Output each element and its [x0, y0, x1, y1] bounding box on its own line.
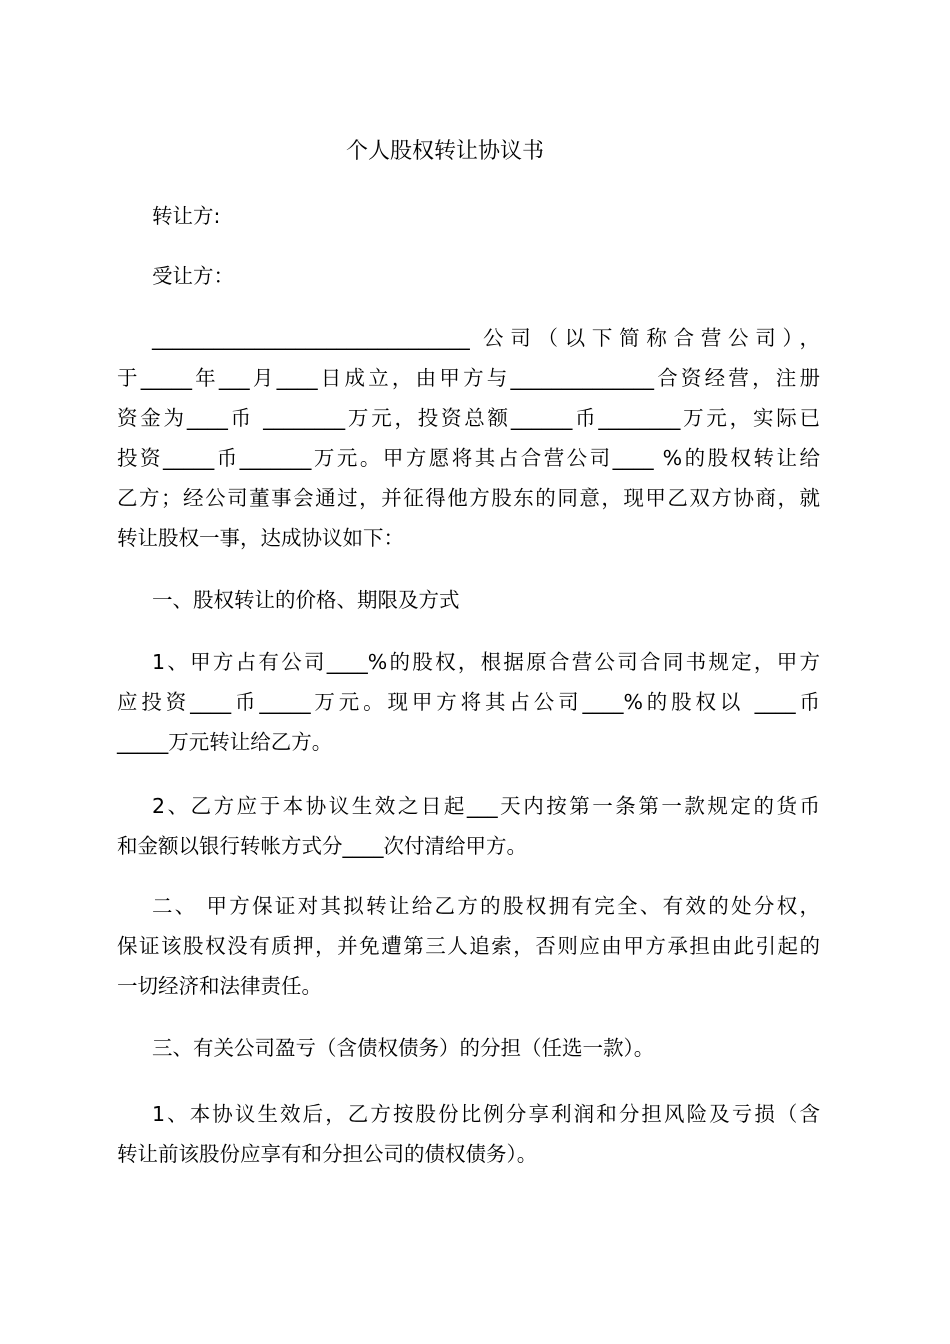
section1-item1-line: 1、甲方占有公司____%的股权，根据原合营公司合同书规定，甲方 — [152, 650, 820, 674]
section1-item1-line: _____万元转让给乙方。 — [117, 730, 333, 754]
section3-item1-line: 1、本协议生效后，乙方按股份比例分享利润和分担风险及亏损（含 — [152, 1102, 820, 1126]
intro-line: 乙方；经公司董事会通过，并征得他方股东的同意，现甲乙双方协商，就 — [117, 486, 820, 510]
section1-item2-line: 和金额以银行转帐方式分____次付清给甲方。 — [117, 834, 527, 858]
document-title: 个人股权转让协议书 — [345, 139, 544, 164]
intro-line: 于_____年___月____日成立，由甲方与______________合资经营，注册 — [117, 366, 820, 390]
section2-line: 一切经济和法律责任。 — [117, 974, 322, 998]
intro-line: _______________________________ 公司（以下简称合营公司）， — [152, 326, 820, 350]
section1-item2-line: 2、乙方应于本协议生效之日起___天内按第一条第一款规定的货币 — [152, 794, 820, 818]
transferee-label: 受让方： — [152, 264, 234, 288]
section3-item1-line: 转让前该股份应享有和分担公司的债权债务）。 — [117, 1142, 538, 1166]
intro-line: 转让股权一事，达成协议如下： — [117, 526, 404, 550]
section1-item1-line: 应投资____币_____万元。现甲方将其占公司____%的股权以 ____币 — [117, 690, 820, 714]
intro-line: 资金为____币 ________万元，投资总额______币________万元，实际已 — [117, 406, 820, 430]
section2-line: 保证该股权没有质押，并免遭第三人追索，否则应由甲方承担由此引起的 — [117, 934, 820, 958]
transferor-label: 转让方: — [152, 204, 221, 228]
section3-heading: 三、有关公司盈亏（含债权债务）的分担（任选一款）。 — [152, 1036, 655, 1060]
section1-heading: 一、股权转让的价格、期限及方式 — [152, 588, 460, 612]
section2-line: 二、 甲方保证对其拟转让给乙方的股权拥有完全、有效的处分权， — [152, 894, 820, 918]
intro-line: 投资_____币_______万元。甲方愿将其占合营公司____ %的股权转让给 — [117, 446, 820, 470]
